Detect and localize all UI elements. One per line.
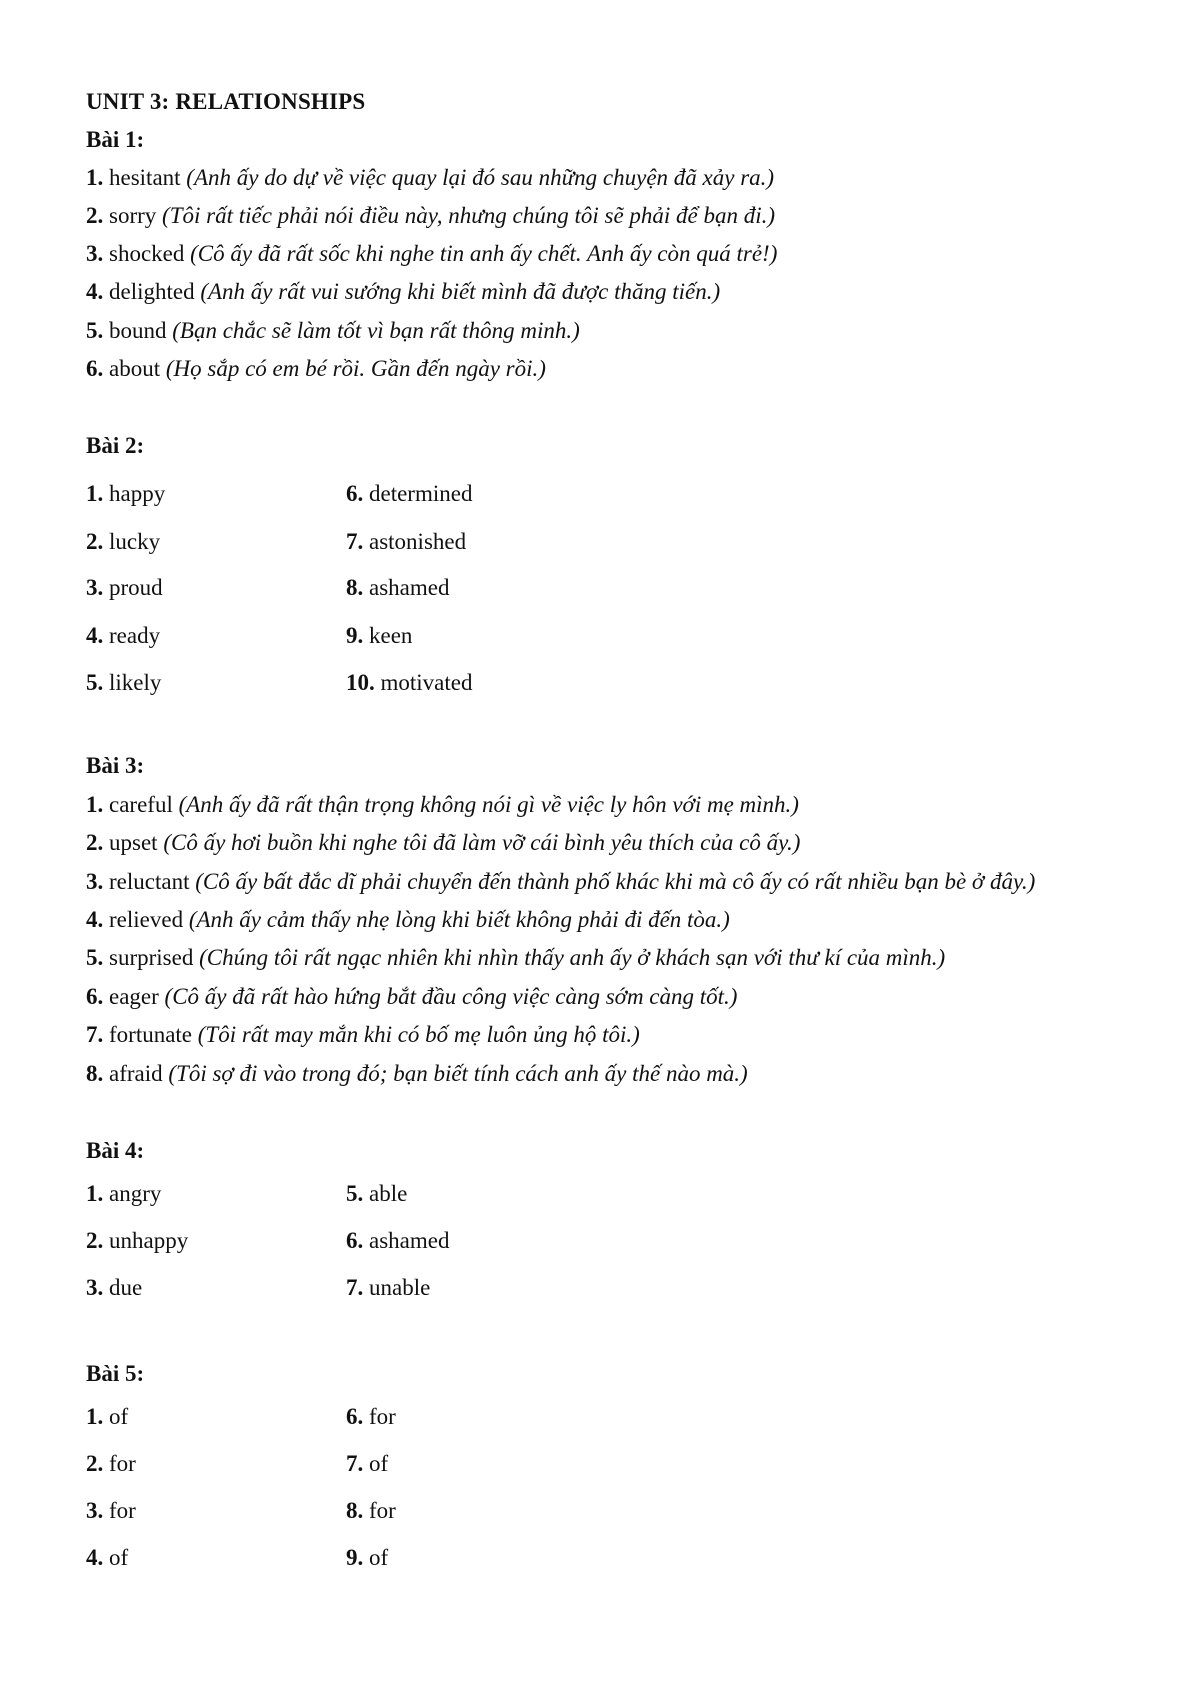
exercise-5-item bbox=[86, 1403, 128, 1431]
exercise-5-item bbox=[346, 1403, 396, 1431]
item-number: 10. bbox=[346, 670, 375, 695]
exercise-1-heading: Bài 1: bbox=[86, 127, 145, 152]
exercise-2-item bbox=[346, 622, 412, 650]
exercise-5-item bbox=[86, 1450, 136, 1478]
item-answer: sorry bbox=[109, 203, 157, 228]
item-number: 7. bbox=[346, 529, 364, 554]
item-answer: lucky bbox=[109, 529, 161, 554]
item-answer: astonished bbox=[369, 529, 467, 554]
item-translation: (Cô ấy đã rất sốc khi nghe tin anh ấy chết. Anh ấy còn quá trẻ!) bbox=[190, 241, 778, 266]
item-number: 1. bbox=[86, 792, 104, 817]
item-answer: of bbox=[109, 1545, 129, 1570]
exercise-3-item bbox=[86, 1021, 640, 1049]
item-number: 8. bbox=[346, 575, 364, 600]
item-answer: shocked bbox=[109, 241, 185, 266]
item-number: 1. bbox=[86, 165, 104, 190]
item-number: 3. bbox=[86, 1498, 104, 1523]
exercise-5-item bbox=[346, 1450, 388, 1478]
item-answer: eager bbox=[109, 984, 159, 1009]
item-translation: (Tôi rất may mắn khi có bố mẹ luôn ủng hộ tôi.) bbox=[197, 1022, 640, 1047]
item-number: 8. bbox=[346, 1498, 364, 1523]
exercise-2-item bbox=[86, 480, 165, 508]
item-answer: relieved bbox=[109, 907, 184, 932]
item-answer: ready bbox=[109, 623, 161, 648]
item-answer: angry bbox=[109, 1181, 162, 1206]
item-translation: (Cô ấy bất đắc dĩ phải chuyển đến thành phố khác khi mà cô ấy có rất nhiều bạn bè ở đây.) bbox=[195, 869, 1036, 894]
item-answer: for bbox=[109, 1498, 136, 1523]
item-number: 6. bbox=[86, 984, 104, 1009]
item-number: 4. bbox=[86, 907, 104, 932]
exercise-2-item bbox=[86, 622, 160, 650]
item-number: 5. bbox=[86, 670, 104, 695]
exercise-2-item bbox=[346, 480, 472, 508]
item-answer: careful bbox=[109, 792, 173, 817]
item-number: 7. bbox=[346, 1275, 364, 1300]
exercise-1-item bbox=[86, 278, 720, 306]
item-answer: of bbox=[109, 1404, 129, 1429]
item-answer: hesitant bbox=[109, 165, 181, 190]
item-answer: determined bbox=[369, 481, 473, 506]
item-number: 7. bbox=[346, 1451, 364, 1476]
exercise-1-item bbox=[86, 202, 775, 230]
item-answer: afraid bbox=[109, 1061, 163, 1086]
item-answer: for bbox=[109, 1451, 136, 1476]
item-answer: keen bbox=[369, 623, 413, 648]
exercise-1-item bbox=[86, 240, 777, 268]
exercise-2-item bbox=[86, 528, 160, 556]
item-translation: (Cô ấy hơi buồn khi nghe tôi đã làm vỡ cái bình yêu thích của cô ấy.) bbox=[163, 830, 801, 855]
item-answer: unable bbox=[369, 1275, 431, 1300]
item-number: 3. bbox=[86, 575, 104, 600]
exercise-2-item bbox=[86, 574, 163, 602]
exercise-3-item bbox=[86, 944, 945, 972]
item-number: 1. bbox=[86, 1181, 104, 1206]
item-number: 1. bbox=[86, 481, 104, 506]
item-answer: for bbox=[369, 1498, 396, 1523]
item-answer: motivated bbox=[380, 670, 473, 695]
exercise-2-item bbox=[86, 669, 161, 697]
item-answer: reluctant bbox=[109, 869, 190, 894]
item-number: 8. bbox=[86, 1061, 104, 1086]
item-answer: fortunate bbox=[109, 1022, 193, 1047]
item-translation: (Tôi rất tiếc phải nói điều này, nhưng chúng tôi sẽ phải để bạn đi.) bbox=[162, 203, 776, 228]
exercise-2-heading: Bài 2: bbox=[86, 433, 145, 458]
item-answer: ashamed bbox=[369, 575, 450, 600]
item-number: 5. bbox=[346, 1181, 364, 1206]
exercise-3-item bbox=[86, 829, 800, 857]
item-number: 2. bbox=[86, 203, 104, 228]
item-number: 4. bbox=[86, 623, 104, 648]
item-number: 9. bbox=[346, 1545, 364, 1570]
page-title: UNIT 3: RELATIONSHIPS bbox=[86, 89, 366, 114]
exercise-2-item bbox=[346, 528, 466, 556]
exercise-4-item bbox=[86, 1227, 188, 1255]
item-answer: for bbox=[369, 1404, 396, 1429]
exercise-5-item bbox=[86, 1497, 136, 1525]
exercise-4-item bbox=[86, 1274, 142, 1302]
item-answer: bound bbox=[109, 318, 167, 343]
item-translation: (Anh ấy rất vui sướng khi biết mình đã được thăng tiến.) bbox=[200, 279, 721, 304]
item-number: 3. bbox=[86, 1275, 104, 1300]
exercise-4-item bbox=[346, 1227, 449, 1255]
item-answer: of bbox=[369, 1451, 389, 1476]
item-number: 2. bbox=[86, 1451, 104, 1476]
item-number: 1. bbox=[86, 1404, 104, 1429]
item-number: 3. bbox=[86, 869, 104, 894]
item-translation: (Tôi sợ đi vào trong đó; bạn biết tính cách anh ấy thế nào mà.) bbox=[168, 1061, 748, 1086]
item-answer: of bbox=[369, 1545, 389, 1570]
exercise-3-item bbox=[86, 791, 799, 819]
exercise-5-item bbox=[346, 1544, 388, 1572]
item-translation: (Cô ấy đã rất hào hứng bắt đầu công việc càng sớm càng tốt.) bbox=[164, 984, 738, 1009]
item-number: 5. bbox=[86, 318, 104, 343]
exercise-4-heading: Bài 4: bbox=[86, 1138, 145, 1163]
item-number: 6. bbox=[346, 1228, 364, 1253]
item-number: 6. bbox=[346, 1404, 364, 1429]
exercise-1-item bbox=[86, 317, 580, 345]
exercise-3-heading: Bài 3: bbox=[86, 753, 145, 778]
item-answer: ashamed bbox=[369, 1228, 450, 1253]
item-number: 2. bbox=[86, 830, 104, 855]
exercise-5-heading: Bài 5: bbox=[86, 1361, 145, 1386]
item-translation: (Chúng tôi rất ngạc nhiên khi nhìn thấy anh ấy ở khách sạn với thư kí của mình.) bbox=[199, 945, 946, 970]
item-translation: (Bạn chắc sẽ làm tốt vì bạn rất thông minh.) bbox=[172, 318, 580, 343]
item-answer: happy bbox=[109, 481, 166, 506]
exercise-2-item bbox=[346, 669, 472, 697]
item-answer: upset bbox=[109, 830, 158, 855]
item-number: 4. bbox=[86, 1545, 104, 1570]
item-number: 2. bbox=[86, 529, 104, 554]
exercise-3-item bbox=[86, 906, 730, 934]
item-translation: (Anh ấy do dự về việc quay lại đó sau những chuyện đã xảy ra.) bbox=[186, 165, 775, 190]
item-answer: unhappy bbox=[109, 1228, 189, 1253]
item-number: 3. bbox=[86, 241, 104, 266]
item-answer: due bbox=[109, 1275, 143, 1300]
item-answer: likely bbox=[109, 670, 162, 695]
item-number: 9. bbox=[346, 623, 364, 648]
exercise-4-item bbox=[86, 1180, 161, 1208]
exercise-4-item bbox=[346, 1180, 407, 1208]
item-number: 6. bbox=[346, 481, 364, 506]
item-number: 4. bbox=[86, 279, 104, 304]
item-translation: (Anh ấy cảm thấy nhẹ lòng khi biết không phải đi đến tòa.) bbox=[188, 907, 730, 932]
exercise-4-item bbox=[346, 1274, 430, 1302]
exercise-3-item bbox=[86, 983, 737, 1011]
exercise-1-item bbox=[86, 355, 546, 383]
exercise-5-item bbox=[86, 1544, 128, 1572]
item-answer: able bbox=[369, 1181, 408, 1206]
item-number: 7. bbox=[86, 1022, 104, 1047]
exercise-2-item bbox=[346, 574, 449, 602]
exercise-1-item bbox=[86, 164, 774, 192]
exercise-3-item bbox=[86, 1060, 748, 1088]
item-translation: (Họ sắp có em bé rồi. Gần đến ngày rồi.) bbox=[165, 356, 546, 381]
item-number: 6. bbox=[86, 356, 104, 381]
exercise-5-item bbox=[346, 1497, 396, 1525]
item-answer: about bbox=[109, 356, 161, 381]
item-number: 5. bbox=[86, 945, 104, 970]
item-translation: (Anh ấy đã rất thận trọng không nói gì về việc ly hôn với mẹ mình.) bbox=[178, 792, 799, 817]
item-number: 2. bbox=[86, 1228, 104, 1253]
exercise-3-item bbox=[86, 868, 1035, 896]
item-answer: proud bbox=[109, 575, 163, 600]
item-answer: surprised bbox=[109, 945, 194, 970]
item-answer: delighted bbox=[109, 279, 195, 304]
